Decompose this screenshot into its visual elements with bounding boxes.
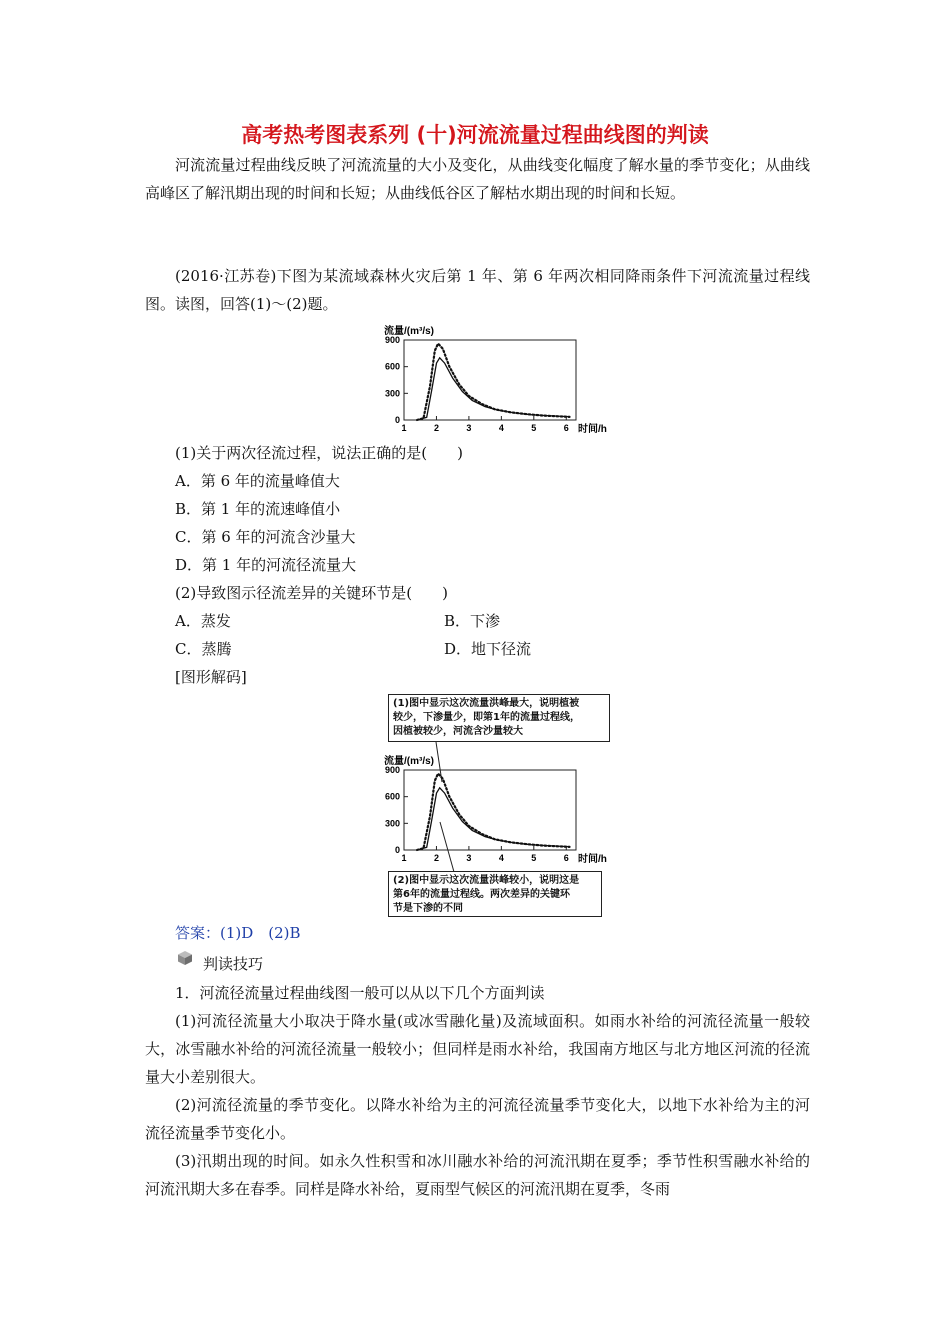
callout-bottom-line-1: (2)图中显示这次流量洪峰较小，说明这是 — [393, 875, 580, 886]
y-tick-label: 0 — [394, 845, 400, 855]
y-tick-label: 0 — [394, 415, 400, 425]
callout-top-line-1: (1)图中显示这次流量洪峰最大，说明植被 — [393, 698, 580, 709]
q1-option-a: A．第 6 年的流量峰值大 — [175, 472, 340, 490]
y-tick-label: 300 — [384, 818, 400, 829]
callout-bottom-pointer — [440, 822, 454, 872]
q2-option-c: C．蒸腾 — [175, 640, 232, 658]
x-tick-label: 3 — [466, 423, 472, 433]
y-tick-label: 600 — [384, 361, 400, 372]
q1-option-d: D．第 1 年的河流径流量大 — [175, 556, 357, 574]
q1-option-c: C．第 6 年的河流含沙量大 — [175, 528, 356, 546]
y-tick-label: 900 — [384, 765, 400, 775]
q2-option-d: D．地下径流 — [444, 640, 532, 658]
x-axis-label: 时间/h — [578, 424, 607, 435]
y-tick-label: 300 — [384, 388, 400, 399]
x-tick-label: 5 — [531, 423, 537, 433]
x-tick-label: 5 — [531, 853, 537, 863]
answer: 答案：(1)D (2)B — [175, 924, 301, 942]
x-tick-label: 4 — [498, 853, 504, 863]
q2-option-b: B．下渗 — [444, 612, 501, 630]
callout-bottom-line-3: 节是下渗的不同 — [393, 903, 463, 914]
x-tick-label: 6 — [563, 423, 569, 433]
x-tick-label: 1 — [401, 423, 407, 433]
decode-label: [图形解码] — [175, 668, 247, 686]
series-line-1 — [417, 358, 570, 420]
intro-paragraph: 河流流量过程曲线反映了河流流量的大小及变化，从曲线变化幅度了解水量的季节变化；从曲线高峰区了解汛期出现的时间和长短；从曲线低谷区了解枯水期出现的时间和长短。 — [145, 156, 810, 202]
cube-icon — [177, 950, 193, 966]
callout-bottom-line-2: 第6年的流量过程线。两次差异的关键环 — [393, 889, 570, 900]
page-title: 高考热考图表系列 (十)河流流量过程曲线图的判读 — [241, 123, 709, 147]
y-tick-label: 600 — [384, 791, 400, 802]
flow-chart-1 — [376, 320, 616, 440]
y-axis-label: 流量/(m³/s) — [384, 326, 434, 337]
x-tick-label: 6 — [563, 853, 569, 863]
x-tick-label: 1 — [401, 853, 407, 863]
x-tick-label: 3 — [466, 853, 472, 863]
callout-bottom — [388, 871, 602, 917]
x-axis-label: 时间/h — [578, 854, 607, 865]
q2-stem: (2)导致图示径流差异的关键环节是( ) — [175, 584, 448, 602]
callout-top — [388, 694, 610, 742]
x-tick-label: 4 — [498, 423, 504, 433]
callout-top-line-2: 较少，下渗量少，即第1年的流量过程线， — [393, 712, 580, 723]
skills-point-1: 1．河流径流量过程曲线图一般可以从以下几个方面判读 — [175, 984, 545, 1002]
flow-chart-2 — [376, 742, 616, 872]
callout-top-line-3: 因植被较少，河流含沙量较大 — [393, 726, 523, 737]
skills-point-3: (2)河流径流量的季节变化。以降水补给为主的河流径流量季节变化大，以地下水补给为主的河流径流量季节变化小。 — [145, 1096, 810, 1142]
q2-option-a: A．蒸发 — [175, 612, 231, 630]
question-intro: (2016·江苏卷)下图为某流域森林火灾后第 1 年、第 6 年两次相同降雨条件下河流流量过程线图。读图，回答(1)～(2)题。 — [145, 267, 810, 313]
series-line-1 — [417, 788, 570, 850]
skills-heading: 判读技巧 — [203, 955, 264, 973]
q1-option-b: B．第 1 年的流速峰值小 — [175, 500, 341, 518]
x-tick-label: 2 — [433, 853, 439, 863]
y-axis-label: 流量/(m³/s) — [384, 756, 434, 767]
skills-point-4: (3)汛期出现的时间。如永久性积雪和冰川融水补给的河流汛期在夏季；季节性积雪融水补给的河流汛期大多在春季。同样是降水补给，夏雨型气候区的河流汛期在夏季，冬雨 — [145, 1152, 810, 1198]
x-tick-label: 2 — [433, 423, 439, 433]
skills-point-2: (1)河流径流量大小取决于降水量(或冰雪融化量)及流域面积。如雨水补给的河流径流量一般较大，冰雪融水补给的河流径流量一般较小；但同样是雨水补给，我国南方地区与北方地区河流的径流量大小差别很大。 — [145, 1012, 810, 1086]
q1-stem: (1)关于两次径流过程，说法正确的是( ) — [175, 444, 463, 462]
y-tick-label: 900 — [384, 335, 400, 345]
